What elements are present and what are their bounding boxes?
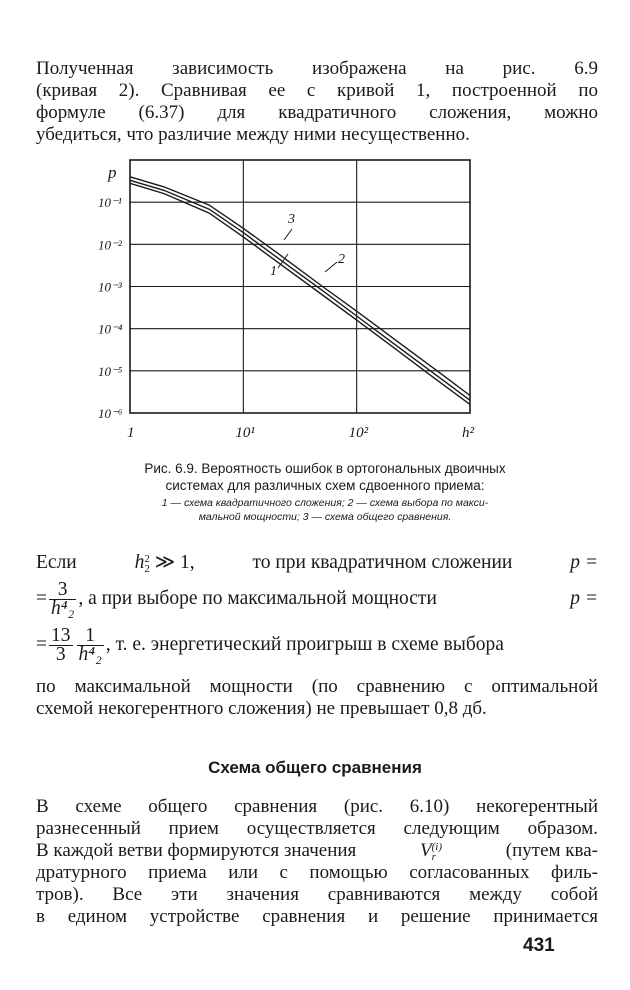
page-number: 431 bbox=[523, 935, 555, 956]
denominator: h⁴₂ bbox=[51, 597, 75, 619]
numerator: 1 bbox=[77, 627, 104, 646]
intro-line: Полученная зависимость изображена на рис. 6.9 bbox=[36, 58, 598, 79]
section-line: дратурного приема или с помощью согласованных филь- bbox=[36, 862, 598, 883]
chart-curves bbox=[130, 177, 470, 405]
y-tick-label: 10⁻⁶ bbox=[98, 406, 123, 421]
x-axis-label: h² bbox=[462, 425, 474, 441]
section-text: В каждой ветви формируются значения bbox=[36, 840, 357, 861]
sub: r bbox=[431, 850, 436, 863]
formula-line-3 bbox=[36, 624, 598, 666]
intro-line: (кривая 2). Сравнивая ее с кривой 1, построенной по bbox=[36, 80, 598, 101]
curve-annotation: 2 bbox=[338, 252, 345, 267]
intro-line: убедиться, что различие между ними несущественно. bbox=[36, 124, 470, 145]
formula-p: p = bbox=[570, 552, 598, 573]
section-line: разнесенный прием осуществляется следующим образом. bbox=[36, 818, 598, 839]
var-v: V bbox=[420, 840, 432, 861]
annotation-leader bbox=[325, 262, 337, 272]
section-text: (путем ква- bbox=[505, 840, 598, 861]
formula-line-5: схемой некогерентного сложения) не превышает 0,8 дб. bbox=[36, 698, 487, 719]
sup: 2 bbox=[144, 552, 150, 565]
figure-legend bbox=[70, 496, 580, 524]
annotation-leader bbox=[284, 229, 292, 240]
section-line: В схеме общего сравнения (рис. 6.10) некогерентный bbox=[36, 796, 598, 817]
y-tick-label: 10⁻² bbox=[98, 237, 122, 253]
chart-labels bbox=[98, 163, 475, 441]
section-line-3 bbox=[36, 840, 598, 862]
formula-v-r-i bbox=[420, 840, 442, 862]
section-paragraph bbox=[36, 796, 598, 928]
formula-line-2 bbox=[36, 578, 598, 620]
intro-line: формуле (6.37) для квадратичного сложения, можно bbox=[36, 102, 598, 123]
denominator: 3 bbox=[55, 643, 66, 665]
x-tick-label: 1 bbox=[127, 425, 135, 441]
formula-h2-squared bbox=[135, 552, 195, 574]
legend-line: мальной мощности; 3 — схема общего сравнения. bbox=[198, 511, 452, 523]
legend-line: 1 — схема квадратичного сложения; 2 — схема выбора по макси- bbox=[161, 497, 489, 509]
curve-annotation: 3 bbox=[288, 212, 295, 227]
section-line: тров). Все эти значения сравниваются между собой bbox=[36, 884, 598, 905]
y-tick-label: 10⁻³ bbox=[98, 279, 122, 295]
formula-text: , а при выборе по максимальной мощности bbox=[78, 588, 437, 609]
formula-text: , т. е. энергетический проигрыш в схеме выбора bbox=[105, 634, 504, 655]
curve-annotation: 1 bbox=[270, 264, 277, 279]
section-heading: Схема общего сравнения bbox=[208, 758, 422, 777]
y-tick-label: 10⁻¹ bbox=[98, 195, 122, 211]
y-tick-label: 10⁻⁵ bbox=[98, 363, 123, 379]
y-axis-label: p bbox=[108, 163, 117, 182]
caption-title: системах для различных схем сдвоенного приема: bbox=[165, 478, 485, 493]
section-line: в едином устройстве сравнения и решение принимается bbox=[36, 906, 598, 927]
equals: = bbox=[36, 634, 47, 655]
fraction-3-over-h4 bbox=[36, 578, 437, 619]
sub: 2 bbox=[144, 562, 150, 575]
formula-line-1 bbox=[36, 552, 598, 574]
formula-tail bbox=[36, 676, 598, 720]
figure-caption bbox=[70, 460, 580, 494]
equals: = bbox=[36, 588, 47, 609]
numerator: 3 bbox=[49, 581, 76, 600]
formula-text: Если bbox=[36, 552, 77, 573]
y-tick-label: 10⁻⁴ bbox=[98, 321, 123, 337]
numerator: 13 bbox=[51, 624, 71, 646]
formula-text: то при квадратичном сложении bbox=[252, 552, 513, 573]
var-h: h bbox=[134, 552, 145, 573]
x-tick-label: 10² bbox=[348, 425, 369, 441]
sup: (i) bbox=[431, 840, 443, 853]
formula-p: p = bbox=[570, 588, 598, 609]
intro-paragraph bbox=[36, 58, 598, 146]
denominator: h⁴₂ bbox=[78, 643, 102, 665]
formula-line-4: по максимальной мощности (по сравнению с оптимальной bbox=[36, 676, 598, 697]
relation: ≫ 1, bbox=[154, 552, 195, 573]
x-tick-label: 10¹ bbox=[235, 425, 255, 441]
caption-title: Рис. 6.9. Вероятность ошибок в ортогональных двоичных bbox=[144, 461, 506, 476]
figure-6-9-chart bbox=[0, 150, 630, 450]
